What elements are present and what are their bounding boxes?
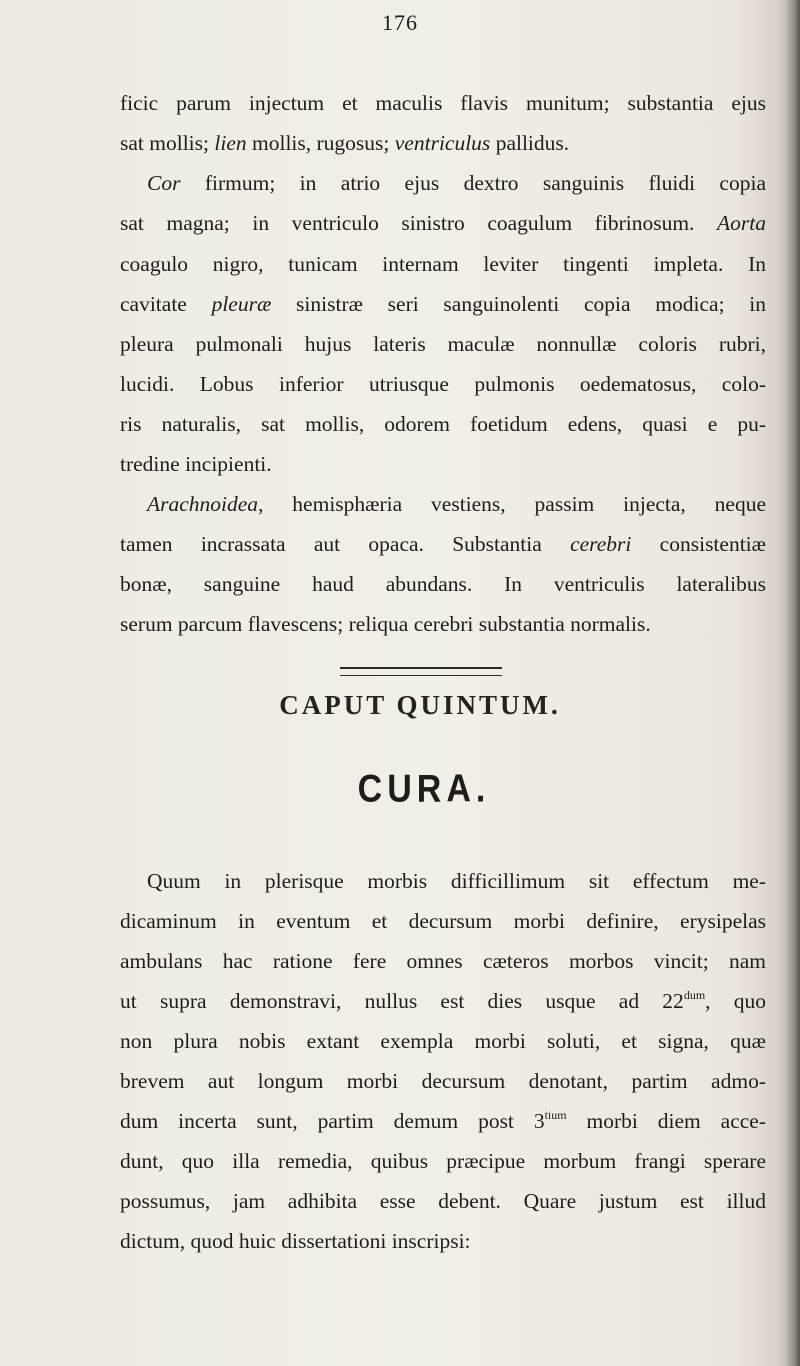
text-line <box>120 208 766 238</box>
text-run: pallidus. <box>490 131 570 155</box>
text-line <box>120 88 766 118</box>
text-line <box>120 1066 766 1096</box>
italic-text: Cor <box>147 171 181 195</box>
text-line <box>147 168 766 198</box>
text-run: dicaminum in eventum et decursum morbi definire, erysipelas <box>120 909 766 933</box>
section-heading: CURA. <box>357 767 491 811</box>
section-divider-rule <box>340 667 502 676</box>
text-line <box>120 329 766 359</box>
text-run: dum incerta sunt, partim demum post 3 <box>120 1109 545 1133</box>
italic-text: ventriculus <box>394 131 491 155</box>
chapter-heading: CAPUT QUINTUM. <box>279 690 561 720</box>
superscript-text: tium <box>544 1108 567 1122</box>
text-run: ut supra demonstravi, nullus est dies usque ad 22 <box>120 989 684 1013</box>
text-run: sat magna; in ventriculo sinistro coagulum fibrinosum. <box>120 211 718 235</box>
text-line <box>147 866 766 896</box>
text-run: ambulans hac ratione fere omnes cæteros morbos vincit; nam <box>120 949 766 973</box>
italic-text: Aorta <box>717 211 766 235</box>
text-run: tamen incrassata aut opaca. Substantia <box>120 532 571 556</box>
text-run: morbi diem acce- <box>566 1109 766 1133</box>
text-line <box>120 529 766 559</box>
page-number: 176 <box>382 10 418 35</box>
text-run: bonæ, sanguine haud abundans. In ventriculis lateralibus <box>120 572 766 596</box>
text-run: possumus, jam adhibita esse debent. Quare justum est illud <box>120 1189 766 1213</box>
text-run: ficic parum injectum et maculis flavis munitum; substantia ejus <box>120 91 766 115</box>
text-run: firmum; in atrio ejus dextro sanguinis fluidi copia <box>180 171 766 195</box>
text-line <box>120 986 766 1016</box>
text-run: coagulo nigro, tunicam internam leviter tingenti impleta. In <box>120 252 766 276</box>
text-run: dunt, quo illa remedia, quibus præcipue morbum frangi sperare <box>120 1149 766 1173</box>
text-line <box>120 569 766 599</box>
italic-text: Arachnoidea <box>147 492 259 516</box>
text-run: , hemisphæria vestiens, passim injecta, neque <box>258 492 766 516</box>
italic-text: pleuræ <box>211 292 272 316</box>
text-run: , quo <box>705 989 767 1013</box>
text-line <box>120 1146 766 1176</box>
text-run: sinistræ seri sanguinolenti copia modica; in <box>271 292 766 316</box>
text-run: non plura nobis extant exempla morbi soluti, et signa, quæ <box>120 1029 766 1053</box>
text-run: lucidi. Lobus inferior utriusque pulmonis oedematosus, colo- <box>120 372 766 396</box>
text-line <box>120 1186 766 1216</box>
text-line <box>120 289 766 319</box>
text-run: Quum in plerisque morbis difficillimum sit effectum me- <box>147 869 766 893</box>
text-run: cavitate <box>120 292 212 316</box>
text-line <box>120 1026 766 1056</box>
text-line <box>120 946 766 976</box>
text-run: serum parcum flavescens; reliqua cerebri substantia normalis. <box>120 612 651 636</box>
text-line <box>147 489 766 519</box>
text-run: consistentiæ <box>631 532 766 556</box>
text-line <box>120 1106 766 1136</box>
italic-text: lien <box>214 131 247 155</box>
text-line <box>120 906 766 936</box>
text-run: ris naturalis, sat mollis, odorem foetidum edens, quasi e pu- <box>120 412 766 436</box>
text-run: dictum, quod huic dissertationi inscripsi: <box>120 1229 471 1253</box>
text-line <box>120 409 766 439</box>
text-run: mollis, rugosus; <box>246 131 395 155</box>
text-line <box>120 369 766 399</box>
text-line <box>120 1226 766 1256</box>
text-run: pleura pulmonali hujus lateris maculæ nonnullæ coloris rubri, <box>120 332 766 356</box>
text-line <box>120 449 766 479</box>
text-line <box>120 128 766 158</box>
page-edge-shadow <box>786 0 800 1366</box>
text-run: brevem aut longum morbi decursum denotant, partim admo- <box>120 1069 766 1093</box>
text-run: sat mollis; <box>120 131 215 155</box>
text-line <box>120 249 766 279</box>
superscript-text: dum <box>683 988 706 1002</box>
text-run: tredine incipienti. <box>120 452 272 476</box>
text-line <box>120 609 766 639</box>
italic-text: cerebri <box>570 532 632 556</box>
